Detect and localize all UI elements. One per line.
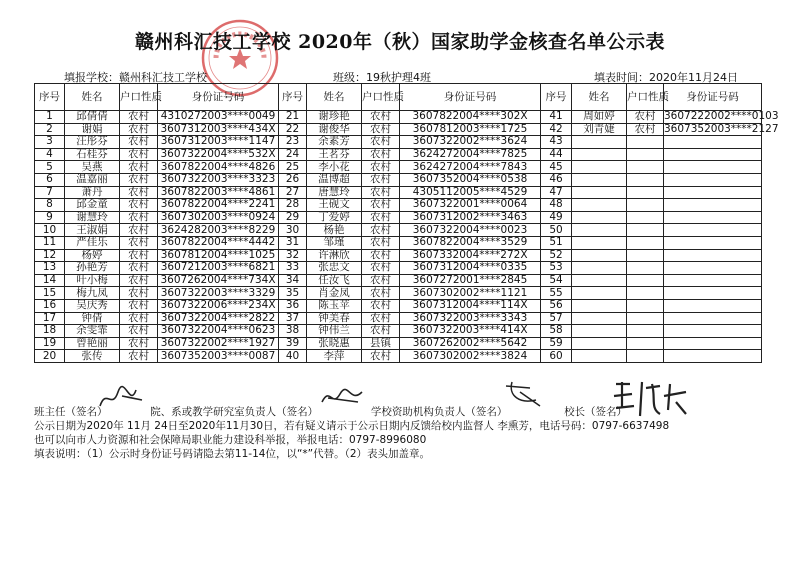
- header-hukou: 户口性质: [627, 84, 664, 111]
- cell-no: 4: [35, 148, 65, 161]
- cell-hukou: [627, 274, 664, 287]
- cell-id: 3607822004****4826: [158, 161, 279, 174]
- cell-no: 24: [279, 148, 307, 161]
- cell-no: 55: [541, 287, 572, 300]
- cell-hukou: 农村: [362, 111, 400, 124]
- cell-id: 3607312003****1147: [158, 136, 279, 149]
- cell-hukou: [627, 186, 664, 199]
- notice-period: 公示日期为2020年 11月 24日至2020年11月30日，若有疑义请示于公示日期内反馈给校内监督人 李熏芳，电话号码：0797-6637498: [34, 420, 670, 432]
- cell-id: 3624272004****7825: [400, 148, 541, 161]
- cell-name: 谢俊华: [307, 123, 362, 136]
- cell-name: 张晓惠: [307, 337, 362, 350]
- cell-name: [572, 274, 627, 287]
- cell-hukou: 农村: [362, 350, 400, 363]
- cell-name: [572, 312, 627, 325]
- cell-hukou: 农村: [120, 312, 158, 325]
- cell-hukou: [627, 199, 664, 212]
- cell-no: 19: [35, 337, 65, 350]
- cell-no: 31: [279, 236, 307, 249]
- cell-id: 4305112005****4529: [400, 186, 541, 199]
- cell-hukou: 农村: [362, 287, 400, 300]
- header-no: 序号: [35, 84, 65, 111]
- cell-no: 12: [35, 249, 65, 262]
- cell-name: 邱金童: [65, 199, 120, 212]
- cell-name: 李萍: [307, 350, 362, 363]
- cell-no: 49: [541, 211, 572, 224]
- cell-no: 52: [541, 249, 572, 262]
- cell-id: [664, 161, 762, 174]
- cell-name: 萧丹: [65, 186, 120, 199]
- cell-name: [572, 262, 627, 275]
- cell-name: 丁爱婷: [307, 211, 362, 224]
- handwritten-signature: [610, 378, 690, 420]
- cell-name: [572, 287, 627, 300]
- cell-no: 14: [35, 274, 65, 287]
- table-row: [35, 211, 762, 224]
- cell-no: 10: [35, 224, 65, 237]
- header-id: 身份证号码: [664, 84, 762, 111]
- table-row: [35, 199, 762, 212]
- signature-label-principal: 校长（签名）: [564, 406, 628, 418]
- cell-id: 3607322003****414X: [400, 325, 541, 338]
- header-name: 姓名: [65, 84, 120, 111]
- cell-hukou: [627, 161, 664, 174]
- table-row: [35, 274, 762, 287]
- cell-id: 3607322004****532X: [158, 148, 279, 161]
- cell-no: 59: [541, 337, 572, 350]
- cell-id: 3607262004****734X: [158, 274, 279, 287]
- cell-id: 3624272004****7843: [400, 161, 541, 174]
- cell-name: [572, 211, 627, 224]
- cell-name: 严佳乐: [65, 236, 120, 249]
- cell-name: [572, 325, 627, 338]
- cell-no: 58: [541, 325, 572, 338]
- cell-name: [572, 148, 627, 161]
- cell-hukou: 农村: [362, 224, 400, 237]
- cell-id: [664, 337, 762, 350]
- header-no: 序号: [279, 84, 307, 111]
- cell-no: 7: [35, 186, 65, 199]
- cell-id: 3607822004****4442: [158, 236, 279, 249]
- cell-id: 3607322001****0064: [400, 199, 541, 212]
- cell-hukou: 农村: [120, 111, 158, 124]
- cell-id: 3607262002****5642: [400, 337, 541, 350]
- cell-no: 11: [35, 236, 65, 249]
- cell-no: 47: [541, 186, 572, 199]
- cell-name: 王砚文: [307, 199, 362, 212]
- cell-name: [572, 161, 627, 174]
- cell-hukou: [627, 325, 664, 338]
- cell-hukou: 农村: [120, 287, 158, 300]
- cell-id: [664, 211, 762, 224]
- cell-hukou: [627, 299, 664, 312]
- cell-name: 许淋欣: [307, 249, 362, 262]
- cell-no: 13: [35, 262, 65, 275]
- cell-id: 3607322004****0023: [400, 224, 541, 237]
- signature-label-department: 院、系或教学研究室负责人（签名）: [150, 406, 319, 418]
- cell-name: 钟伟兰: [307, 325, 362, 338]
- cell-no: 33: [279, 262, 307, 275]
- cell-no: 41: [541, 111, 572, 124]
- cell-name: 孙艳芳: [65, 262, 120, 275]
- cell-no: 26: [279, 173, 307, 186]
- roster-table: [34, 83, 779, 363]
- cell-id: 3607812003****1725: [400, 123, 541, 136]
- cell-hukou: 农村: [120, 299, 158, 312]
- cell-name: [572, 224, 627, 237]
- cell-name: [572, 199, 627, 212]
- cell-hukou: 农村: [362, 199, 400, 212]
- cell-no: 16: [35, 299, 65, 312]
- cell-hukou: 农村: [120, 136, 158, 149]
- cell-id: [664, 299, 762, 312]
- cell-no: 21: [279, 111, 307, 124]
- cell-name: 曾艳丽: [65, 337, 120, 350]
- cell-name: 石桂芬: [65, 148, 120, 161]
- cell-hukou: 农村: [120, 199, 158, 212]
- cell-no: 25: [279, 161, 307, 174]
- cell-hukou: [627, 337, 664, 350]
- cell-hukou: 农村: [120, 249, 158, 262]
- cell-id: 3607822003****4861: [158, 186, 279, 199]
- cell-hukou: 农村: [120, 350, 158, 363]
- cell-name: 梅九凤: [65, 287, 120, 300]
- cell-no: 15: [35, 287, 65, 300]
- cell-no: 29: [279, 211, 307, 224]
- cell-id: [664, 236, 762, 249]
- cell-name: 周如婷: [572, 111, 627, 124]
- header-hukou: 户口性质: [362, 84, 400, 111]
- cell-name: 钟倩: [65, 312, 120, 325]
- cell-no: 17: [35, 312, 65, 325]
- cell-hukou: 农村: [120, 186, 158, 199]
- cell-name: [572, 173, 627, 186]
- cell-name: 余雯霏: [65, 325, 120, 338]
- cell-name: [572, 236, 627, 249]
- cell-hukou: 农村: [362, 161, 400, 174]
- cell-hukou: 农村: [362, 299, 400, 312]
- cell-hukou: 农村: [362, 262, 400, 275]
- table-row: [35, 249, 762, 262]
- cell-id: 3607312004****0335: [400, 262, 541, 275]
- cell-no: 22: [279, 123, 307, 136]
- cell-name: [572, 136, 627, 149]
- cell-no: 34: [279, 274, 307, 287]
- report-hotline: 也可以向市人力资源和社会保障局职业能力建设科举报，举报电话：0797-8996080: [34, 434, 427, 446]
- cell-id: 3607322004****2822: [158, 312, 279, 325]
- cell-hukou: 农村: [120, 173, 158, 186]
- cell-hukou: [627, 312, 664, 325]
- table-row: [35, 312, 762, 325]
- cell-no: 45: [541, 161, 572, 174]
- cell-hukou: 农村: [120, 236, 158, 249]
- cell-id: 3607302002****3824: [400, 350, 541, 363]
- table-row: [35, 287, 762, 300]
- cell-name: 任汝飞: [307, 274, 362, 287]
- cell-name: 李小花: [307, 161, 362, 174]
- cell-id: 3607822004****302X: [400, 111, 541, 124]
- cell-id: 3607322003****3329: [158, 287, 279, 300]
- header-name: 姓名: [572, 84, 627, 111]
- table-row: [35, 262, 762, 275]
- cell-hukou: 农村: [362, 211, 400, 224]
- cell-id: [664, 262, 762, 275]
- cell-hukou: [627, 350, 664, 363]
- cell-id: 3607212003****6821: [158, 262, 279, 275]
- cell-hukou: [627, 236, 664, 249]
- cell-no: 30: [279, 224, 307, 237]
- cell-id: 3624282003****8229: [158, 224, 279, 237]
- cell-name: 谢娟: [65, 123, 120, 136]
- table-row: [35, 136, 762, 149]
- cell-hukou: 县镇: [362, 337, 400, 350]
- cell-hukou: 农村: [627, 111, 664, 124]
- cell-no: 37: [279, 312, 307, 325]
- header-no: 序号: [541, 84, 572, 111]
- cell-id: 3607302003****0924: [158, 211, 279, 224]
- cell-name: [572, 186, 627, 199]
- cell-no: 48: [541, 199, 572, 212]
- cell-no: 38: [279, 325, 307, 338]
- cell-id: [664, 312, 762, 325]
- cell-name: 王茗芬: [307, 148, 362, 161]
- cell-id: 3607822004****3529: [400, 236, 541, 249]
- cell-hukou: 农村: [362, 123, 400, 136]
- cell-id: [664, 199, 762, 212]
- cell-no: 43: [541, 136, 572, 149]
- cell-hukou: 农村: [120, 161, 158, 174]
- cell-id: [664, 350, 762, 363]
- cell-name: 肖金凤: [307, 287, 362, 300]
- cell-no: 36: [279, 299, 307, 312]
- cell-no: 50: [541, 224, 572, 237]
- cell-no: 23: [279, 136, 307, 149]
- table-row: [35, 173, 762, 186]
- cell-id: 3607352004****0538: [400, 173, 541, 186]
- header-id: 身份证号码: [400, 84, 541, 111]
- cell-id: 3607272001****2845: [400, 274, 541, 287]
- cell-name: 邹瑾: [307, 236, 362, 249]
- cell-hukou: 农村: [120, 148, 158, 161]
- roster-body: [35, 110, 779, 363]
- cell-name: 温嘉丽: [65, 173, 120, 186]
- cell-id: [664, 287, 762, 300]
- cell-name: 唐慧玲: [307, 186, 362, 199]
- table-row: [35, 123, 762, 136]
- table-row: [35, 299, 762, 312]
- cell-id: 3607322002****1927: [158, 337, 279, 350]
- cell-id: [664, 173, 762, 186]
- cell-no: 53: [541, 262, 572, 275]
- cell-name: [572, 249, 627, 262]
- cell-hukou: 农村: [120, 211, 158, 224]
- cell-name: 叶小梅: [65, 274, 120, 287]
- table-row: [35, 236, 762, 249]
- cell-hukou: [627, 287, 664, 300]
- cell-id: [664, 274, 762, 287]
- table-row: [35, 337, 762, 350]
- cell-hukou: 农村: [120, 337, 158, 350]
- cell-no: 28: [279, 199, 307, 212]
- cell-hukou: 农村: [627, 123, 664, 136]
- cell-no: 6: [35, 173, 65, 186]
- header-name: 姓名: [307, 84, 362, 111]
- handwritten-signature: [318, 382, 368, 412]
- cell-name: 钟美春: [307, 312, 362, 325]
- cell-no: 54: [541, 274, 572, 287]
- cell-hukou: [627, 211, 664, 224]
- cell-hukou: [627, 249, 664, 262]
- cell-id: 3607312004****114X: [400, 299, 541, 312]
- cell-id: 3607352003****0087: [158, 350, 279, 363]
- cell-hukou: 农村: [362, 173, 400, 186]
- cell-name: 张忠文: [307, 262, 362, 275]
- cell-no: 42: [541, 123, 572, 136]
- cell-hukou: 农村: [120, 262, 158, 275]
- cell-name: 温博超: [307, 173, 362, 186]
- table-row: [35, 325, 762, 338]
- cell-no: 51: [541, 236, 572, 249]
- cell-no: 56: [541, 299, 572, 312]
- cell-id: 3607352003****2127: [664, 122, 779, 135]
- cell-id: 3607322002****3624: [400, 136, 541, 149]
- cell-id: 3607322003****3323: [158, 173, 279, 186]
- cell-name: [572, 337, 627, 350]
- cell-name: 王淑娟: [65, 224, 120, 237]
- cell-hukou: [627, 262, 664, 275]
- signature-label-aid-office: 学校资助机构负责人（签名）: [370, 406, 508, 418]
- school-field: 填报学校：赣州科汇技工学校: [64, 71, 207, 84]
- handwritten-signature: [500, 378, 545, 408]
- cell-no: 44: [541, 148, 572, 161]
- cell-hukou: 农村: [362, 249, 400, 262]
- cell-hukou: [627, 136, 664, 149]
- table-row: [35, 148, 762, 161]
- cell-no: 18: [35, 325, 65, 338]
- cell-name: 杨艳: [307, 224, 362, 237]
- cell-no: 5: [35, 161, 65, 174]
- page-title: 赣州科汇技工学校 2020年（秋）国家助学金核查名单公示表: [135, 31, 665, 53]
- cell-hukou: [627, 148, 664, 161]
- cell-name: 陈玉苹: [307, 299, 362, 312]
- cell-hukou: 农村: [362, 236, 400, 249]
- cell-no: 2: [35, 123, 65, 136]
- cell-no: 46: [541, 173, 572, 186]
- cell-hukou: [627, 173, 664, 186]
- cell-id: 3607222002****0103: [664, 110, 779, 123]
- handwritten-signature: [96, 382, 146, 412]
- cell-name: 刘青婕: [572, 123, 627, 136]
- cell-hukou: 农村: [120, 224, 158, 237]
- class-field: 班级：19秋护理4班: [333, 71, 431, 84]
- signature-label-class-teacher: 班主任（签名）: [34, 406, 108, 418]
- cell-id: [664, 249, 762, 262]
- cell-id: 3607822004****2241: [158, 199, 279, 212]
- cell-name: 余素芳: [307, 136, 362, 149]
- cell-id: 3607332004****272X: [400, 249, 541, 262]
- table-header-row: [35, 84, 762, 111]
- cell-name: 汪彤芬: [65, 136, 120, 149]
- cell-name: 谢珍艳: [307, 111, 362, 124]
- header-id: 身份证号码: [158, 84, 279, 111]
- cell-id: 3607302002****1121: [400, 287, 541, 300]
- cell-name: 邱倩倩: [65, 111, 120, 124]
- cell-no: 20: [35, 350, 65, 363]
- table-row: [35, 161, 762, 174]
- cell-no: 3: [35, 136, 65, 149]
- cell-name: 吴庆秀: [65, 299, 120, 312]
- cell-id: 3607322003****3343: [400, 312, 541, 325]
- cell-id: [664, 148, 762, 161]
- cell-hukou: 农村: [362, 325, 400, 338]
- cell-no: 9: [35, 211, 65, 224]
- cell-id: 4310272003****0049: [158, 111, 279, 124]
- cell-id: 3607312002****3463: [400, 211, 541, 224]
- cell-id: [664, 224, 762, 237]
- cell-hukou: 农村: [362, 148, 400, 161]
- cell-name: 吴燕: [65, 161, 120, 174]
- cell-no: 40: [279, 350, 307, 363]
- table-row: [35, 111, 762, 124]
- cell-no: 8: [35, 199, 65, 212]
- cell-no: 32: [279, 249, 307, 262]
- cell-hukou: [627, 224, 664, 237]
- cell-hukou: 农村: [362, 186, 400, 199]
- cell-id: [664, 136, 762, 149]
- cell-id: [664, 325, 762, 338]
- cell-hukou: 农村: [120, 325, 158, 338]
- table-row: [35, 224, 762, 237]
- cell-name: 谢慧玲: [65, 211, 120, 224]
- cell-name: [572, 350, 627, 363]
- cell-hukou: 农村: [120, 274, 158, 287]
- cell-hukou: 农村: [120, 123, 158, 136]
- cell-id: 3607322006****234X: [158, 299, 279, 312]
- cell-id: 3607322004****0623: [158, 325, 279, 338]
- fill-instructions: 填表说明：（1）公示时身份证号码请隐去第11-14位，以“*”代替。（2）表头加盖章。: [34, 448, 430, 460]
- cell-no: 27: [279, 186, 307, 199]
- cell-id: [664, 186, 762, 199]
- cell-hukou: 农村: [362, 312, 400, 325]
- cell-no: 35: [279, 287, 307, 300]
- cell-name: 杨婷: [65, 249, 120, 262]
- cell-no: 57: [541, 312, 572, 325]
- cell-no: 60: [541, 350, 572, 363]
- cell-id: 3607812004****1025: [158, 249, 279, 262]
- cell-no: 39: [279, 337, 307, 350]
- cell-id: 3607312003****434X: [158, 123, 279, 136]
- cell-no: 1: [35, 111, 65, 124]
- date-field: 填表时间：2020年11月24日: [594, 71, 738, 84]
- cell-hukou: 农村: [362, 274, 400, 287]
- header-hukou: 户口性质: [120, 84, 158, 111]
- cell-hukou: 农村: [362, 136, 400, 149]
- table-row: [35, 186, 762, 199]
- cell-name: [572, 299, 627, 312]
- cell-name: 张传: [65, 350, 120, 363]
- table-row: [35, 350, 762, 363]
